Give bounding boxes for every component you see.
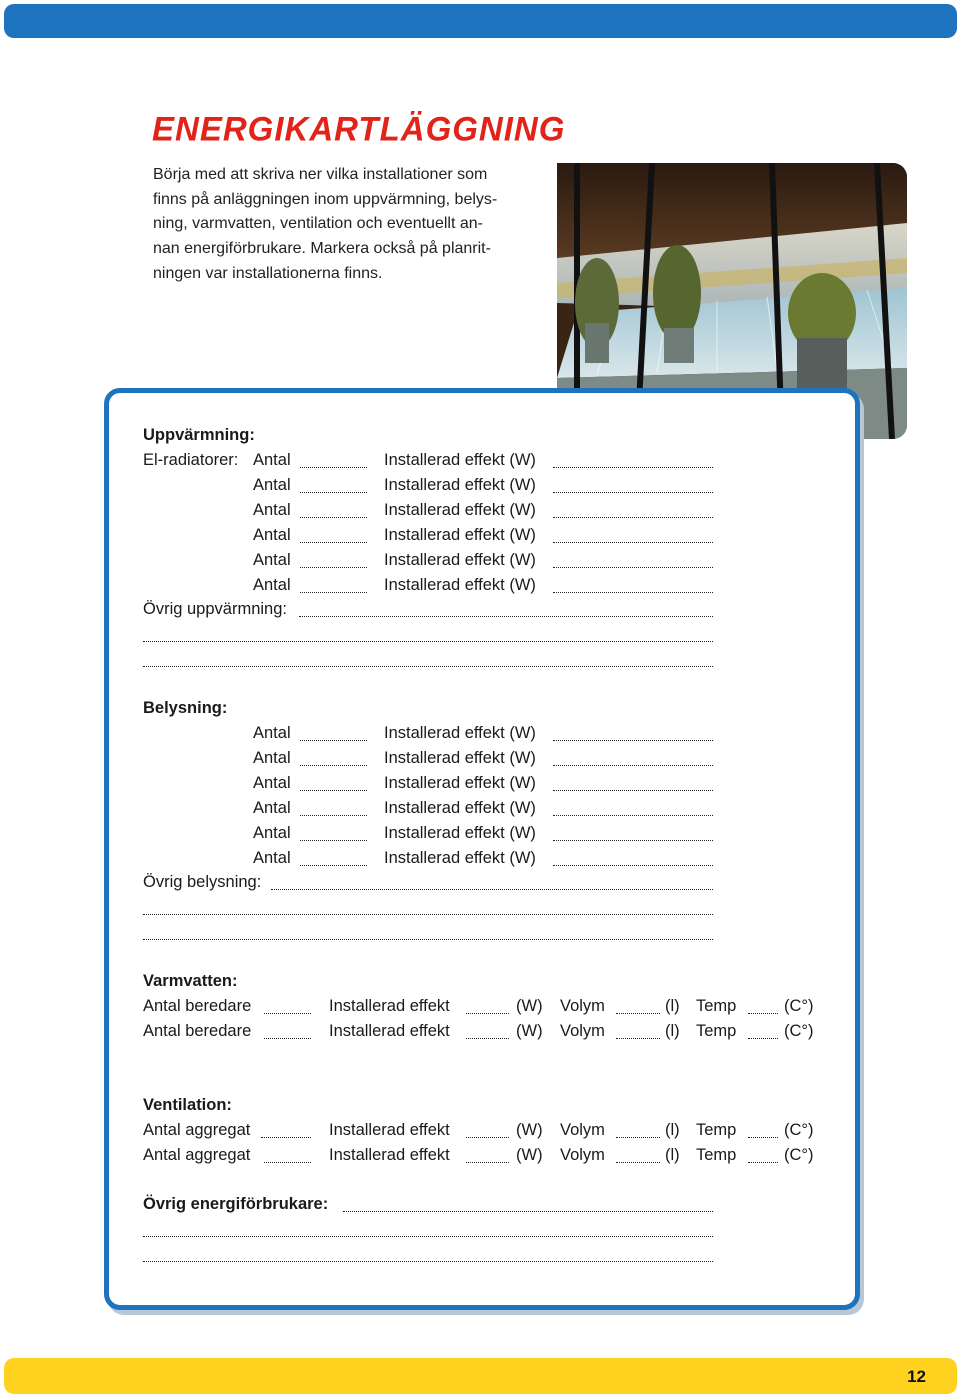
- count-field[interactable]: [264, 1038, 311, 1039]
- bottom-color-bar: [4, 1358, 957, 1394]
- heating-other-line: [143, 625, 723, 647]
- effect-label: Installerad effekt (W): [384, 849, 536, 867]
- volume-label: Volym: [560, 997, 605, 1015]
- heating-other-field-extra[interactable]: [143, 641, 713, 642]
- volume-label: Volym: [560, 1121, 605, 1139]
- effect-field[interactable]: [553, 865, 713, 866]
- ventilation-row: [143, 1121, 833, 1143]
- intro-line: Börja med att skriva ner vilka installationer som: [153, 166, 488, 183]
- lighting-other-label: Övrig belysning:: [143, 873, 262, 891]
- lighting-row: [143, 774, 723, 796]
- count-label: Antal: [253, 476, 291, 494]
- heating-section-title: Uppvärmning:: [143, 426, 255, 444]
- count-label: Antal: [253, 451, 291, 469]
- count-field[interactable]: [300, 592, 367, 593]
- volume-field[interactable]: [616, 1038, 660, 1039]
- lighting-row: [143, 724, 723, 746]
- effect-unit: (W): [516, 1022, 543, 1040]
- heating-row: [143, 501, 723, 523]
- volume-unit: (l): [665, 1146, 680, 1164]
- effect-label: Installerad effekt (W): [384, 576, 536, 594]
- count-label: Antal beredare: [143, 997, 252, 1015]
- heating-other-line: [143, 650, 723, 672]
- lighting-other-line: [143, 898, 723, 920]
- top-color-bar: [4, 4, 957, 38]
- hot-water-section-title: Varmvatten:: [143, 972, 238, 990]
- effect-field[interactable]: [466, 1038, 509, 1039]
- lighting-other-field-extra[interactable]: [143, 914, 713, 915]
- other-energy-title: Övrig energiförbrukare:: [143, 1195, 329, 1213]
- count-label: Antal beredare: [143, 1022, 252, 1040]
- count-label: Antal: [253, 824, 291, 842]
- effect-field[interactable]: [553, 765, 713, 766]
- effect-field[interactable]: [553, 467, 713, 468]
- count-field[interactable]: [261, 1137, 311, 1138]
- volume-unit: (l): [665, 1121, 680, 1139]
- effect-label: Installerad effekt: [329, 1146, 450, 1164]
- effect-label: Installerad effekt (W): [384, 526, 536, 544]
- effect-unit: (W): [516, 1146, 543, 1164]
- count-field[interactable]: [300, 492, 367, 493]
- effect-label: Installerad effekt (W): [384, 451, 536, 469]
- count-label: Antal: [253, 774, 291, 792]
- temp-label: Temp: [696, 997, 737, 1015]
- effect-field[interactable]: [466, 1013, 509, 1014]
- heating-other-field-extra[interactable]: [143, 666, 713, 667]
- page-heading: ENERGIKARTLÄGGNING: [152, 109, 566, 148]
- count-field[interactable]: [300, 815, 367, 816]
- count-label: Antal: [253, 501, 291, 519]
- heating-other-field[interactable]: [299, 616, 713, 617]
- heating-other-row: [143, 600, 723, 622]
- effect-field[interactable]: [553, 790, 713, 791]
- effect-field[interactable]: [553, 740, 713, 741]
- lighting-row: [143, 799, 723, 821]
- volume-field[interactable]: [616, 1137, 660, 1138]
- intro-line: ningen var installationerna finns.: [153, 264, 383, 282]
- intro-line: nan energiförbrukare. Markera också på planrit-: [153, 240, 491, 258]
- effect-label: Installerad effekt (W): [384, 724, 536, 742]
- temp-label: Temp: [696, 1022, 737, 1040]
- temp-label: Temp: [696, 1121, 737, 1139]
- heating-other-label: Övrig uppvärmning:: [143, 600, 287, 618]
- other-energy-line: [143, 1245, 723, 1267]
- volume-field[interactable]: [616, 1162, 660, 1163]
- volume-unit: (l): [665, 1022, 680, 1040]
- effect-label: Installerad effekt (W): [384, 799, 536, 817]
- heating-row: [143, 551, 723, 573]
- effect-field[interactable]: [553, 592, 713, 593]
- lighting-row: [143, 849, 723, 871]
- count-label: Antal: [253, 551, 291, 569]
- count-label: Antal: [253, 526, 291, 544]
- count-label: Antal aggregat: [143, 1121, 251, 1139]
- intro-paragraph: [153, 163, 543, 287]
- heating-sub-label: El-radiatorer:: [143, 451, 239, 469]
- count-label: Antal: [253, 849, 291, 867]
- effect-field[interactable]: [553, 815, 713, 816]
- ventilation-section-title: Ventilation:: [143, 1096, 232, 1114]
- heating-row: [143, 451, 723, 473]
- count-label: Antal: [253, 576, 291, 594]
- intro-line: finns på anläggningen inom uppvärmning, belys-: [153, 190, 498, 208]
- count-label: Antal: [253, 724, 291, 742]
- effect-field[interactable]: [553, 542, 713, 543]
- count-label: Antal: [253, 749, 291, 767]
- temp-unit: (C°): [784, 1146, 814, 1164]
- count-field[interactable]: [264, 1162, 311, 1163]
- count-field[interactable]: [300, 765, 367, 766]
- count-field[interactable]: [264, 1013, 311, 1014]
- effect-label: Installerad effekt (W): [384, 749, 536, 767]
- effect-label: Installerad effekt: [329, 1022, 450, 1040]
- volume-label: Volym: [560, 1146, 605, 1164]
- page-number: 12: [907, 1367, 926, 1386]
- effect-label: Installerad effekt (W): [384, 501, 536, 519]
- other-energy-row: [143, 1195, 723, 1217]
- volume-label: Volym: [560, 1022, 605, 1040]
- volume-field[interactable]: [616, 1013, 660, 1014]
- effect-label: Installerad effekt: [329, 1121, 450, 1139]
- other-energy-field[interactable]: [343, 1211, 713, 1212]
- effect-field[interactable]: [553, 492, 713, 493]
- temp-field[interactable]: [748, 1162, 778, 1163]
- temp-field[interactable]: [748, 1013, 778, 1014]
- count-label: Antal aggregat: [143, 1146, 251, 1164]
- other-energy-field-extra[interactable]: [143, 1236, 713, 1237]
- count-field[interactable]: [300, 567, 367, 568]
- lighting-other-line: [143, 923, 723, 945]
- hot-water-row: [143, 1022, 833, 1044]
- lighting-row: [143, 824, 723, 846]
- ventilation-row: [143, 1146, 833, 1168]
- temp-unit: (C°): [784, 997, 814, 1015]
- intro-line: ning, varmvatten, ventilation och eventuellt an-: [153, 215, 483, 233]
- lighting-other-field[interactable]: [271, 889, 713, 890]
- lighting-other-field-extra[interactable]: [143, 939, 713, 940]
- other-energy-field-extra[interactable]: [143, 1261, 713, 1262]
- count-field[interactable]: [300, 865, 367, 866]
- effect-field[interactable]: [553, 567, 713, 568]
- count-label: Antal: [253, 799, 291, 817]
- other-energy-line: [143, 1220, 723, 1242]
- effect-label: Installerad effekt (W): [384, 824, 536, 842]
- count-field[interactable]: [300, 467, 367, 468]
- effect-field[interactable]: [466, 1137, 509, 1138]
- effect-label: Installerad effekt: [329, 997, 450, 1015]
- heating-row: [143, 476, 723, 498]
- temp-field[interactable]: [748, 1137, 778, 1138]
- hot-water-row: [143, 997, 833, 1019]
- lighting-section-title: Belysning:: [143, 699, 228, 717]
- effect-label: Installerad effekt (W): [384, 774, 536, 792]
- volume-unit: (l): [665, 997, 680, 1015]
- heating-row: [143, 576, 723, 598]
- lighting-other-row: [143, 873, 723, 895]
- count-field[interactable]: [300, 517, 367, 518]
- effect-field[interactable]: [553, 840, 713, 841]
- lighting-row: [143, 749, 723, 771]
- count-field[interactable]: [300, 840, 367, 841]
- temp-unit: (C°): [784, 1022, 814, 1040]
- effect-field[interactable]: [466, 1162, 509, 1163]
- temp-label: Temp: [696, 1146, 737, 1164]
- effect-unit: (W): [516, 1121, 543, 1139]
- effect-label: Installerad effekt (W): [384, 551, 536, 569]
- effect-field[interactable]: [553, 517, 713, 518]
- heating-row: [143, 526, 723, 548]
- effect-unit: (W): [516, 997, 543, 1015]
- effect-label: Installerad effekt (W): [384, 476, 536, 494]
- count-field[interactable]: [300, 542, 367, 543]
- temp-unit: (C°): [784, 1121, 814, 1139]
- count-field[interactable]: [300, 790, 367, 791]
- count-field[interactable]: [300, 740, 367, 741]
- temp-field[interactable]: [748, 1038, 778, 1039]
